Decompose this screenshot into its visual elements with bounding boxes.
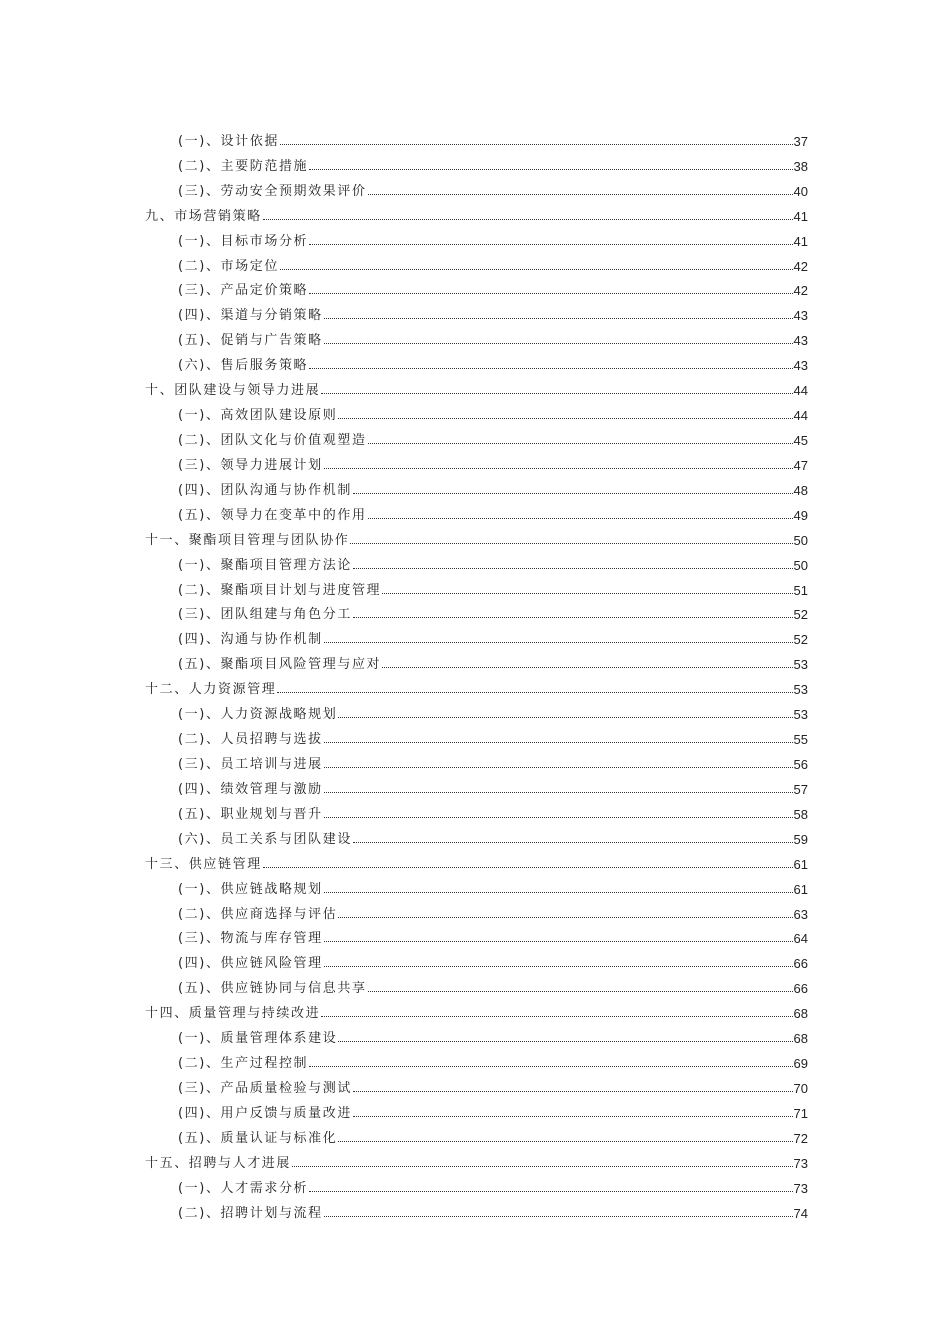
toc-entry-title: 十三、供应链管理	[145, 856, 262, 872]
toc-page-number: 61	[793, 881, 808, 897]
toc-dot-leader	[324, 767, 793, 768]
toc-dot-leader	[368, 991, 793, 992]
toc-page-number: 61	[793, 856, 808, 872]
toc-section-entry[interactable]	[145, 448, 808, 473]
toc-page-number: 37	[793, 133, 808, 149]
toc-section-entry[interactable]	[145, 398, 808, 423]
toc-dot-leader	[338, 917, 792, 918]
toc-dot-leader	[324, 792, 793, 793]
toc-section-entry[interactable]	[145, 1071, 808, 1096]
toc-dot-leader	[324, 742, 793, 743]
toc-entry-title: (三)、物流与库存管理	[178, 931, 323, 947]
toc-dot-leader	[309, 1191, 792, 1192]
toc-dot-leader	[353, 493, 793, 494]
toc-dot-leader	[382, 593, 792, 594]
toc-page-number: 64	[793, 931, 808, 947]
toc-section-entry[interactable]	[145, 971, 808, 996]
toc-entry-title: (一)、人力资源战略规划	[178, 707, 338, 723]
toc-section-entry[interactable]	[145, 1196, 808, 1221]
toc-entry-title: (五)、质量认证与标准化	[178, 1130, 338, 1146]
toc-section-entry[interactable]	[145, 298, 808, 323]
toc-page-number: 66	[793, 956, 808, 972]
toc-dot-leader	[353, 617, 793, 618]
toc-dot-leader	[324, 642, 793, 643]
toc-section-entry[interactable]	[145, 473, 808, 498]
toc-section-entry[interactable]	[145, 598, 808, 623]
toc-section-entry[interactable]	[145, 747, 808, 772]
toc-dot-leader	[324, 318, 793, 319]
toc-section-entry[interactable]	[145, 946, 808, 971]
toc-dot-leader	[324, 468, 793, 469]
toc-section-entry[interactable]	[145, 722, 808, 747]
toc-dot-leader	[353, 842, 793, 843]
toc-chapter-entry[interactable]	[145, 672, 808, 697]
toc-entry-title: (二)、市场定位	[178, 258, 279, 274]
toc-page-number: 40	[793, 183, 808, 199]
toc-entry-title: (五)、聚酯项目风险管理与应对	[178, 657, 382, 673]
toc-section-entry[interactable]	[145, 872, 808, 897]
toc-section-entry[interactable]	[145, 573, 808, 598]
toc-entry-title: (二)、团队文化与价值观塑造	[178, 432, 367, 448]
toc-page-number: 51	[793, 582, 808, 598]
toc-page-number: 48	[793, 482, 808, 498]
toc-dot-leader	[263, 867, 793, 868]
toc-entry-title: (四)、供应链风险管理	[178, 956, 323, 972]
toc-dot-leader	[338, 1041, 792, 1042]
toc-page-number: 58	[793, 806, 808, 822]
toc-page-number: 43	[793, 358, 808, 374]
toc-page-number: 44	[793, 383, 808, 399]
toc-chapter-entry[interactable]	[145, 373, 808, 398]
toc-entry-title: 十五、招聘与人才进展	[145, 1155, 292, 1171]
toc-section-entry[interactable]	[145, 897, 808, 922]
toc-page-number: 45	[793, 432, 808, 448]
toc-section-entry[interactable]	[145, 697, 808, 722]
toc-entry-title: (六)、员工关系与团队建设	[178, 831, 352, 847]
toc-dot-leader	[277, 692, 792, 693]
toc-section-entry[interactable]	[145, 1121, 808, 1146]
toc-page-number: 52	[793, 607, 808, 623]
toc-page-number: 43	[793, 333, 808, 349]
toc-dot-leader	[309, 1066, 792, 1067]
toc-entry-title: (二)、聚酯项目计划与进度管理	[178, 582, 382, 598]
toc-entry-title: 九、市场营销策略	[145, 208, 262, 224]
toc-entry-title: (四)、绩效管理与激励	[178, 781, 323, 797]
toc-dot-leader	[338, 418, 792, 419]
toc-dot-leader	[382, 667, 792, 668]
toc-page-number: 66	[793, 981, 808, 997]
toc-chapter-entry[interactable]	[145, 523, 808, 548]
toc-page-number: 42	[793, 258, 808, 274]
toc-chapter-entry[interactable]	[145, 199, 808, 224]
toc-page-number: 63	[793, 906, 808, 922]
toc-section-entry[interactable]	[145, 124, 808, 149]
toc-section-entry[interactable]	[145, 822, 808, 847]
toc-page-number: 73	[793, 1155, 808, 1171]
toc-page-number: 59	[793, 831, 808, 847]
toc-entry-title: (四)、团队沟通与协作机制	[178, 482, 352, 498]
toc-page-number: 69	[793, 1056, 808, 1072]
toc-dot-leader	[321, 393, 792, 394]
toc-page-number: 44	[793, 408, 808, 424]
toc-page-number: 43	[793, 308, 808, 324]
toc-dot-leader	[368, 194, 793, 195]
toc-section-entry[interactable]	[145, 348, 808, 373]
toc-page-number: 41	[793, 208, 808, 224]
toc-dot-leader	[324, 892, 793, 893]
toc-page-number: 56	[793, 756, 808, 772]
toc-page-number: 41	[793, 233, 808, 249]
toc-entry-title: 十一、聚酯项目管理与团队协作	[145, 532, 350, 548]
toc-dot-leader	[321, 1016, 792, 1017]
toc-entry-title: (三)、员工培训与进展	[178, 756, 323, 772]
toc-entry-title: (二)、主要防范措施	[178, 158, 309, 174]
toc-entry-title: (一)、目标市场分析	[178, 233, 309, 249]
toc-page-number: 68	[793, 1006, 808, 1022]
toc-entry-title: (五)、职业规划与晋升	[178, 806, 323, 822]
toc-section-entry[interactable]	[145, 622, 808, 647]
toc-section-entry[interactable]	[145, 174, 808, 199]
toc-entry-title: (三)、团队组建与角色分工	[178, 607, 352, 623]
toc-section-entry[interactable]	[145, 772, 808, 797]
toc-section-entry[interactable]	[145, 498, 808, 523]
toc-entry-title: (三)、产品质量检验与测试	[178, 1080, 352, 1096]
toc-entry-title: (五)、领导力在变革中的作用	[178, 507, 367, 523]
toc-page-number: 38	[793, 158, 808, 174]
toc-entry-title: (四)、用户反馈与质量改进	[178, 1105, 352, 1121]
toc-section-entry[interactable]	[145, 1171, 808, 1196]
toc-entry-title: (三)、劳动安全预期效果评价	[178, 183, 367, 199]
toc-entry-title: 十四、质量管理与持续改进	[145, 1006, 321, 1022]
toc-page-number: 68	[793, 1031, 808, 1047]
toc-dot-leader	[280, 269, 793, 270]
toc-entry-title: (三)、产品定价策略	[178, 283, 309, 299]
toc-page-number: 50	[793, 532, 808, 548]
toc-dot-leader	[324, 1216, 793, 1217]
toc-chapter-entry[interactable]	[145, 996, 808, 1021]
toc-dot-leader	[292, 1166, 793, 1167]
toc-dot-leader	[338, 717, 792, 718]
toc-chapter-entry[interactable]	[145, 1146, 808, 1171]
toc-dot-leader	[350, 543, 792, 544]
toc-dot-leader	[353, 1091, 793, 1092]
toc-entry-title: (四)、渠道与分销策略	[178, 308, 323, 324]
toc-page-number: 55	[793, 732, 808, 748]
toc-page-number: 47	[793, 457, 808, 473]
toc-chapter-entry[interactable]	[145, 847, 808, 872]
toc-section-entry[interactable]	[145, 224, 808, 249]
toc-dot-leader	[324, 966, 793, 967]
toc-page-number: 70	[793, 1080, 808, 1096]
toc-dot-leader	[324, 343, 793, 344]
toc-entry-title: (二)、招聘计划与流程	[178, 1205, 323, 1221]
toc-section-entry[interactable]	[145, 1096, 808, 1121]
toc-page-number: 49	[793, 507, 808, 523]
toc-section-entry[interactable]	[145, 423, 808, 448]
toc-dot-leader	[324, 817, 793, 818]
toc-page-number: 57	[793, 781, 808, 797]
toc-entry-title: (四)、沟通与协作机制	[178, 632, 323, 648]
toc-entry-title: (一)、设计依据	[178, 133, 279, 149]
toc-dot-leader	[309, 169, 792, 170]
toc-entry-title: 十、团队建设与领导力进展	[145, 383, 321, 399]
toc-dot-leader	[280, 144, 793, 145]
toc-entry-title: (三)、领导力进展计划	[178, 457, 323, 473]
toc-page-number: 52	[793, 632, 808, 648]
toc-section-entry[interactable]	[145, 323, 808, 348]
toc-entry-title: (一)、人才需求分析	[178, 1180, 309, 1196]
toc-section-entry[interactable]	[145, 1046, 808, 1071]
toc-section-entry[interactable]	[145, 922, 808, 947]
toc-section-entry[interactable]	[145, 797, 808, 822]
toc-entry-title: (二)、生产过程控制	[178, 1056, 309, 1072]
toc-entry-title: (五)、促销与广告策略	[178, 333, 323, 349]
toc-section-entry[interactable]	[145, 149, 808, 174]
toc-entry-title: (二)、供应商选择与评估	[178, 906, 338, 922]
toc-dot-leader	[353, 1116, 793, 1117]
toc-dot-leader	[309, 293, 792, 294]
toc-entry-title: (五)、供应链协同与信息共享	[178, 981, 367, 997]
toc-page-number: 53	[793, 682, 808, 698]
toc-section-entry[interactable]	[145, 647, 808, 672]
toc-dot-leader	[309, 368, 792, 369]
toc-page-number: 53	[793, 707, 808, 723]
toc-page-number: 73	[793, 1180, 808, 1196]
toc-dot-leader	[263, 219, 793, 220]
toc-page-number: 42	[793, 283, 808, 299]
toc-section-entry[interactable]	[145, 274, 808, 299]
toc-page-number: 71	[793, 1105, 808, 1121]
toc-section-entry[interactable]	[145, 1021, 808, 1046]
toc-page-number: 74	[793, 1205, 808, 1221]
toc-dot-leader	[309, 244, 792, 245]
toc-section-entry[interactable]	[145, 249, 808, 274]
toc-page-number: 72	[793, 1130, 808, 1146]
table-of-contents	[145, 124, 808, 1221]
toc-section-entry[interactable]	[145, 548, 808, 573]
toc-dot-leader	[368, 443, 793, 444]
toc-page-number: 53	[793, 657, 808, 673]
toc-dot-leader	[353, 568, 793, 569]
toc-entry-title: (一)、质量管理体系建设	[178, 1031, 338, 1047]
toc-entry-title: (二)、人员招聘与选拔	[178, 732, 323, 748]
toc-entry-title: 十二、人力资源管理	[145, 682, 277, 698]
toc-dot-leader	[338, 1141, 792, 1142]
toc-entry-title: (六)、售后服务策略	[178, 358, 309, 374]
toc-entry-title: (一)、供应链战略规划	[178, 881, 323, 897]
toc-dot-leader	[324, 941, 793, 942]
toc-dot-leader	[368, 518, 793, 519]
toc-entry-title: (一)、高效团队建设原则	[178, 408, 338, 424]
toc-page-number: 50	[793, 557, 808, 573]
toc-entry-title: (一)、聚酯项目管理方法论	[178, 557, 352, 573]
